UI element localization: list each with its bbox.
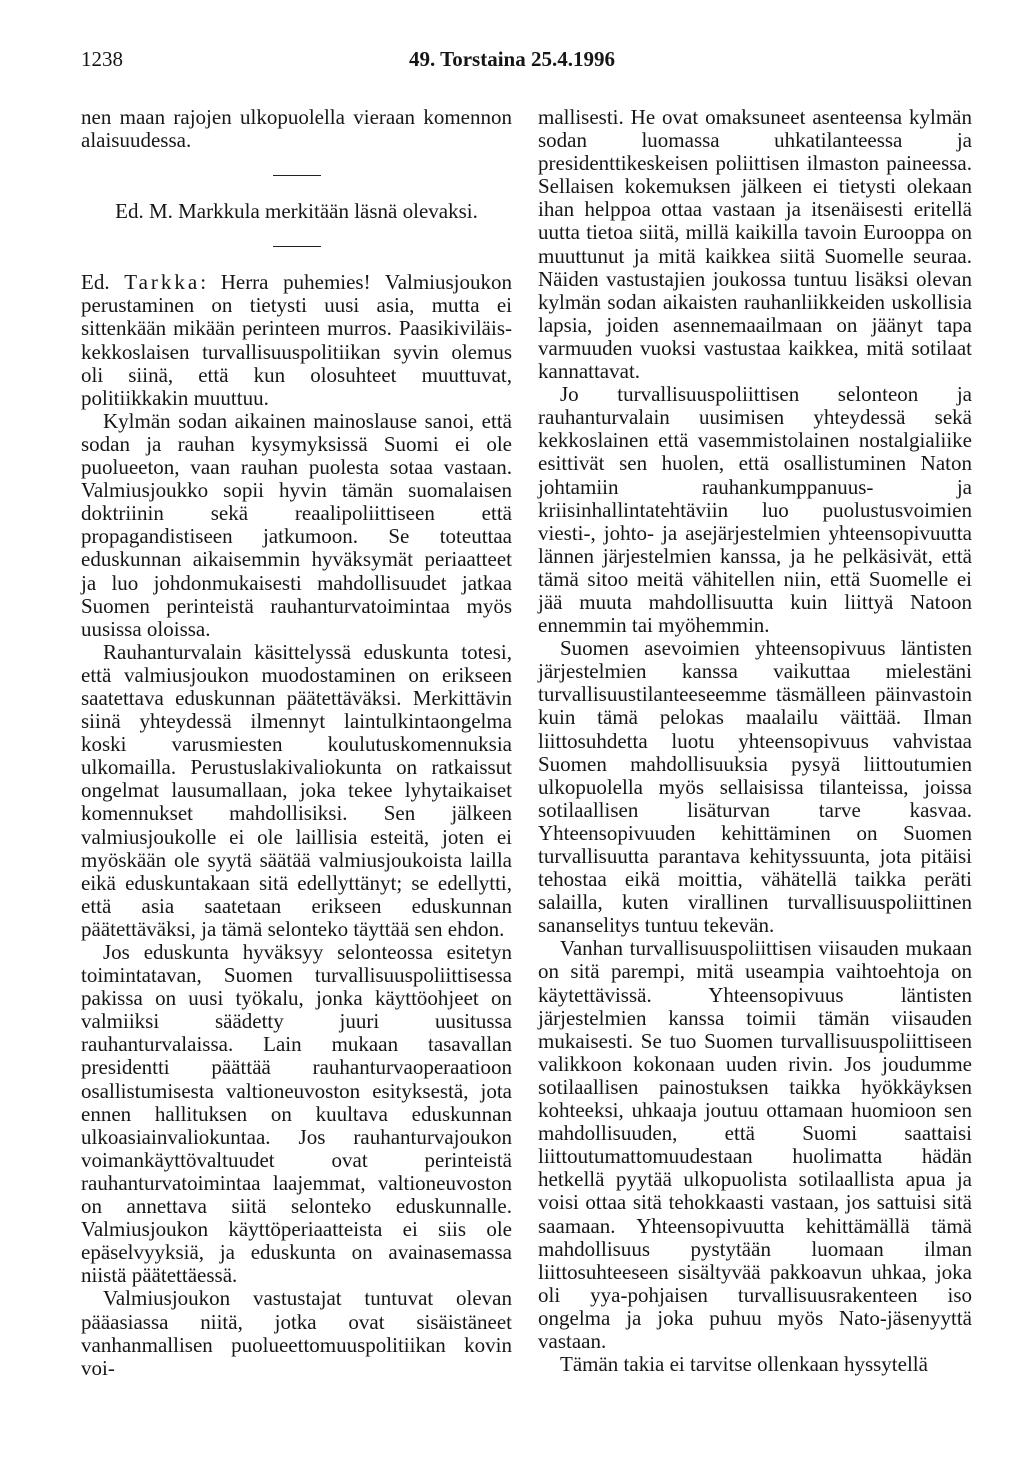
separator-rule [273, 246, 321, 247]
running-title: 49. Torstaina 25.4.1996 [409, 47, 615, 71]
paragraph: Jos eduskunta hyväksyy selonteossa esitetyn toimintatavan, Suomen turvallisuuspoliittisessa pakissa on uusi työkalu, jonka käyttöohjeet on valmiiksi säädetty juuri uusitussa rauhanturvalaissa. Lain mukaan tasavallan presidentti päättää rauhanturvaoperaatioon osallistumisesta valtioneuvoston esityksestä, jota ennen hallituksen on kuultava eduskunnan ulkoasiainvaliokuntaa. Jos rauhanturvajoukon voimankäyttövaltuudet ovat perinteistä rauhanturvatoimintaa laajemmat, valtioneuvoston on annettava siitä selonteko eduskunnalle. Valmiusjoukon käyttöperiaatteista ei siis ole epäselvyyksiä, ja eduskunta on avainasemassa niistä päätettäessä. [81, 940, 512, 1288]
speaker-name: Tarkka [124, 270, 201, 295]
paragraph: Jo turvallisuuspoliittisen selonteon ja rauhanturvalain uusimisen yhteydessä sekä kekkoslainen että vasemmistolainen nostalgialiike esittivät sen huolen, että osallistuminen Naton johtamiin rauhankumppanuus- ja kriisinhallintatehtäviin luo puolustusvoimien viesti-, johto- ja asejärjestelmien yhteensopivuutta lännen järjestelmien kanssa, ja he pelkäsivät, että tämä sitoo meitä vähitellen niin, että Suomelle ei jää muuta mahdollisuutta kuin liittyä Natoon ennemmin tai myöhemmin. [538, 382, 972, 638]
left-column [81, 106, 512, 1380]
page-header [0, 47, 1024, 77]
paragraph: Tämän takia ei tarvitse ollenkaan hyssytellä [560, 1352, 928, 1377]
attendance-notice: Ed. M. Markkula merkitään läsnä olevaksi. [115, 199, 478, 224]
paragraph: Vanhan turvallisuuspoliittisen viisauden mukaan on sitä parempi, mitä useampia vaihtoehtoja on käytettävissä. Yhteensopivuus läntisten järjestelmien kanssa toimii tämän viisauden mukaisesti. Se tuo Suomen turvallisuuspoliittiseen valikkoon kokonaan uuden rivin. Jos joudumme sotilaallisen painostuksen taikka hyökkäyksen kohteeksi, uhkaaja joutuu ottamaan huomioon sen mahdollisuuden, että Suomi saattaisi liittoutumattomuudestaan huolimatta hädän hetkellä pyytää ulkopuolista sotilaallista apua ja voisi ottaa sitä tehokkaasti vastaan, jos sattuisi sitä saamaan. Yhteensopivuutta kehittämällä tämä mahdollisuus pystytään luomaan ilman liittosuhteeseen sisältyvää pakkoavun uhkaa, joka oli yya-pohjaisen turvallisuusrakenteen iso ongelma ja joka puhuu myös Nato-jäsenyyttä vastaan. [538, 936, 972, 1353]
paragraph: Valmiusjoukon vastustajat tuntuvat olevan pääasiassa niitä, jotka ovat sisäistäneet vanhanmallisen puolueettomuuspolitiikan kovin voi- [81, 1286, 512, 1380]
paragraph: Suomen asevoimien yhteensopivuus läntisten järjestelmien kanssa vaikuttaa mielestäni turvallisuustilanteeseemme täsmälleen päinvastoin kuin tämä pelokas maalailu väittää. Ilman liittosuhdetta luotu yhteensopivuus vahvistaa Suomen mahdollisuuksia pysyä liittoutumien ulkopuolella myös sellaisissa tilanteissa, joissa sotilaallisen lisäturvan tarve kasvaa. Yhteensopivuuden kehittäminen on Suomen turvallisuutta parantava kehityssuunta, jota pitäisi tehostaa eikä moittia, vähätellä taikka peräti salailla, kuten virallinen turvallisuuspoliittinen sananselitys tuntuu tekevän. [538, 636, 972, 938]
right-column [538, 106, 972, 1376]
separator-rule [273, 175, 321, 176]
paragraph: Kylmän sodan aikainen mainoslause sanoi, että sodan ja rauhan kysymyksissä Suomi ei ole puolueeton, vaan rauhan puolesta sotaa vastaan. Valmiusjoukko sopii hyvin tämän suomalaisen doktriinin sekä reaalipoliittiseen että propagandistiseen jatkumoon. Se toteuttaa eduskunnan aikaisemmin hyväksymät periaatteet ja luo johdonmukaisesti mahdollisuudet jatkaa Suomen perinteistä rauhanturvatoimintaa myös uusissa oloissa. [81, 408, 512, 641]
speech-text: Herra puhemies! Valmiusjoukon perustaminen on tietysti uusi asia, mutta ei sittenkään mikään perinteen murros. Paasikiviläis-kekkoslaisen turvallisuuspolitiikan syvin olemus oli siinä, että kun olosuhteet muuttuvat, politiikkakin muuttuu. [81, 270, 513, 410]
speaker-prefix: Ed. [81, 270, 110, 295]
paragraph-continuation: nen maan rajojen ulkopuolella vieraan komennon alaisuudessa. [81, 105, 512, 153]
page-number: 1238 [81, 47, 123, 71]
paragraph-continuation: mallisesti. He ovat omaksuneet asenteensa kylmän sodan luomassa uhkatilanteessa ja presidenttikeskeisen poliittisen ilmaston paineessa. Sellaisen kokemuksen jälkeen ei tietysti olekaan ihan helppoa ottaa vastaan ja itsenäisesti eritellä uutta tietoa siitä, millä kaikilla tavoin Eurooppa on muuttunut ja mitä kaikkea siitä Suomelle seuraa. Näiden vastustajien joukossa tuntuu lisäksi olevan kylmän sodan aikaisten rauhanliikkeiden uskollisia lapsia, joiden asennemaailmaan on jäänyt tapa varmuuden vuoksi vastustaa kaikkea, mitä sotilaat kannattavat. [538, 105, 972, 384]
paragraph: Rauhanturvalain käsittelyssä eduskunta totesi, että valmiusjoukon muodostaminen on erikseen saatettava eduskunnan päätettäväksi. Merkittävin siinä yhteydessä ilmennyt laintulkintaongelma koski varusmiesten koulutuskomennuksia ulkomailla. Perustuslakivaliokunta on ratkaissut ongelmat lausumallaan, joka tekee lyhytaikaiset komennukset mahdollisiksi. Sen jälkeen valmiusjoukolle ei ole laillisia esteitä, joten ei myöskään ole syytä säätää valmiusjoukoista lailla eikä eduskuntakaan sitä edellyttänyt; se edellytti, että asia saatetaan erikseen eduskunnan päätettäväksi, ja tämä selonteko täyttää sen ehdon. [81, 639, 512, 941]
speech-opening [81, 271, 512, 410]
speaker-colon: : [200, 270, 207, 295]
